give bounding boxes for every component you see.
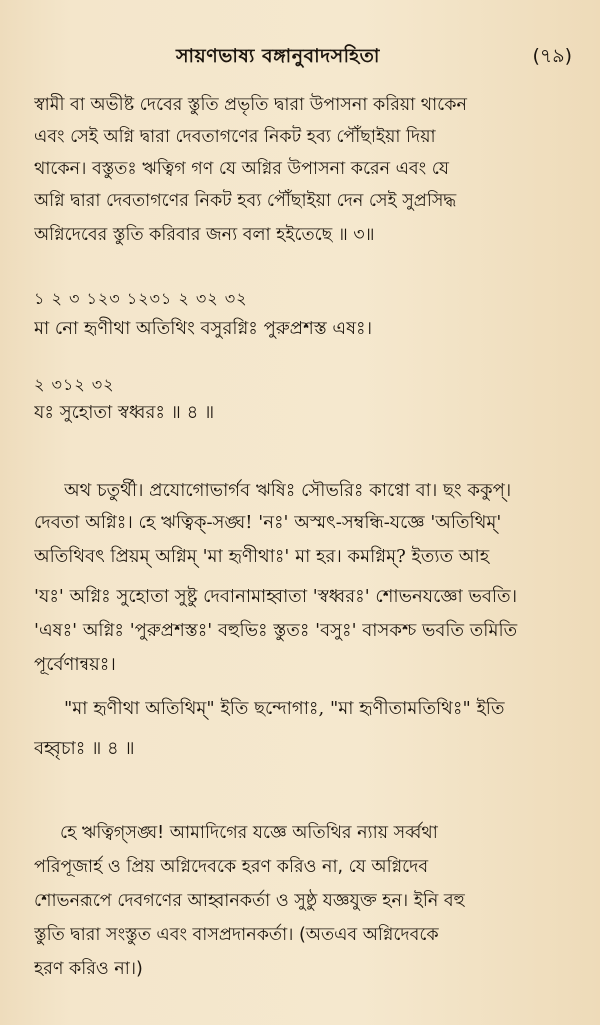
running-title: সায়ণভাষ্য বঙ্গানুবাদসহিতা bbox=[176, 45, 380, 67]
accent-marks-line: ২ ৩১২ ৩২ bbox=[34, 375, 115, 394]
commentary-line: অতিথিবৎ প্রিয়ম্ অগ্নিম্ 'মা হৃণীথাঃ' মা হর। কমগ্নিম্? ইত্যত আহ bbox=[34, 546, 490, 567]
translation-line: হরণ করিও না।) bbox=[34, 959, 143, 979]
page-number: (৭৯) bbox=[532, 45, 572, 67]
commentary-line: বহ্বৃচাঃ ॥ ৪ ॥ bbox=[34, 738, 135, 759]
page-header bbox=[0, 42, 600, 70]
translation-line: পরিপূজার্হ ও প্রিয় অগ্নিদেবকে হরণ করিও না, যে অগ্নিদেব bbox=[34, 857, 429, 877]
text-line: থাকেন। বস্তুতঃ ঋত্বিগ গণ যে অগ্নির উপাসনা করেন এবং যে bbox=[34, 159, 449, 179]
translation-line: হে ঋত্বিগ্সঙ্ঘ! আমাদিগের যজ্ঞে অতিথির ন্যায় সর্ব্বথা bbox=[60, 823, 438, 843]
mantra-line: যঃ সুহোতা স্বধ্বরঃ ॥ ৪ ॥ bbox=[34, 402, 215, 423]
translation-line: শোভনরূপে দেবগণের আহ্বানকর্তা ও সুষ্ঠু যজ্ঞযুক্ত হন। ইনি বহু bbox=[34, 891, 465, 911]
text-line: অগ্নিদেবের স্তুতি করিবার জন্য বলা হইতেছে ॥ ৩॥ bbox=[34, 225, 375, 245]
commentary-line: "মা হৃণীথা অতিথিম্" ইতি ছন্দোগাঃ, "মা হৃণীতামতিথিঃ" ইতি bbox=[64, 698, 505, 719]
commentary-line: দেবতা অগ্নিঃ। হে ঋত্বিক্-সঙ্ঘ! 'নঃ' অস্মৎ-সম্বন্ধি-যজ্ঞে 'অতিথিম্' bbox=[34, 512, 502, 533]
commentary-line: 'যঃ' অগ্নিঃ সুহোতা সুষ্টু দেবানামাহ্বাতা 'স্বধ্বরঃ' শোভনযজ্ঞো ভবতি। bbox=[34, 586, 518, 607]
accent-marks-line: ১ ২ ৩ ১২৩ ১২৩১ ২ ৩২ ৩২ bbox=[34, 289, 248, 308]
text-line: স্বামী বা অভীষ্ট দেবের স্তুতি প্রভৃতি দ্বারা উপাসনা করিয়া থাকেন bbox=[34, 95, 467, 115]
commentary-line: অথ চতুর্থী। প্রযোগোভার্গব ঋষিঃ সৌভরিঃ কাণ্বো বা। ছং ককুপ্। bbox=[64, 480, 512, 501]
commentary-line: পূর্বেণান্বয়ঃ। bbox=[34, 654, 116, 675]
text-line: অগ্নি দ্বারা দেবতাগণের নিকট হব্য পৌঁছাইয়া দেন সেই সুপ্রসিদ্ধ bbox=[34, 191, 457, 211]
text-line: এবং সেই অগ্নি দ্বারা দেবতাগণের নিকট হব্য পৌঁছাইয়া দিয়া bbox=[34, 127, 436, 147]
commentary-line: 'এষঃ' অগ্নিঃ 'পুরুপ্রশস্তঃ' বহুভিঃ স্তুতঃ 'বসুঃ' বাসকশ্চ ভবতি তমিতি bbox=[34, 620, 518, 641]
mantra-line: মা নো হৃণীথা অতিথিং বসুরগ্নিঃ পুরুপ্রশস্ত এষঃ। bbox=[34, 318, 373, 339]
translation-line: স্তুতি দ্বারা সংস্তুত এবং বাসপ্রদানকর্তা। (অতএব অগ্নিদেবকে bbox=[34, 925, 439, 945]
